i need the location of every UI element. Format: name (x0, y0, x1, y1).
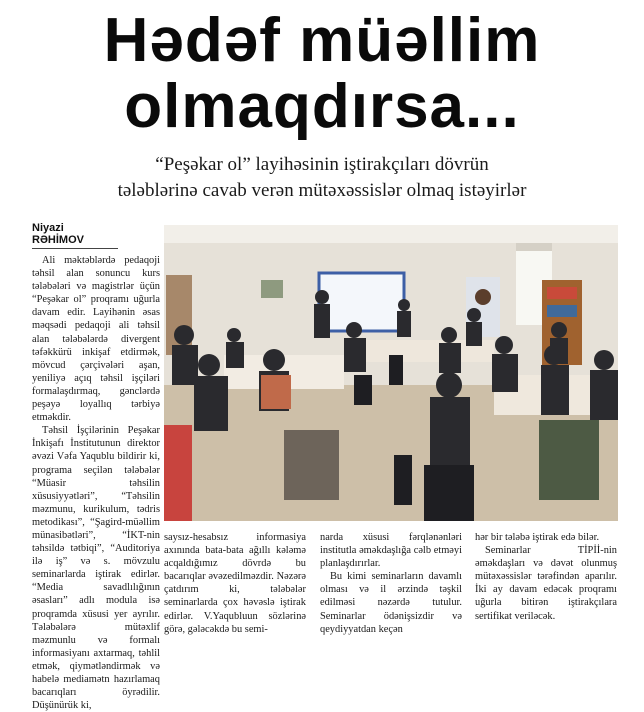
paragraph: hər bir tələbə iştirak edə bilər. (475, 532, 600, 543)
paragraph: Seminarlar TİPİİ-nin əməkdaşları və dəvət olunmuş mütəxəssislər tərəfindən aparılır. İki ay davam edəcək proqramı uğurla bitirən iştirakçılara sertifikat veriləcək. (475, 545, 617, 622)
article-column-4 (475, 531, 617, 623)
author-byline: Niyazi RƏHİMOV (32, 222, 118, 249)
headline-line-1: Hədəf müəllim (103, 6, 541, 75)
subtitle (0, 152, 644, 204)
article-column-1 (32, 254, 160, 712)
seminar-photo-illustration (164, 225, 618, 521)
article-column-3 (320, 531, 462, 636)
headline-line-2: olmaqdırsa... (124, 72, 520, 141)
article-column-2 (164, 531, 306, 636)
subtitle-line-1: “Peşəkar ol” layihəsinin iştirakçıları dövrün (155, 154, 489, 175)
paragraph: Təhsil İşçilərinin Peşəkar İnkişafı İnstitutunun direktor əvəzi Vəfa Yaqublu bildirir ki, programa seçilən tələbələr “Müasir təhsilin xüsusiyyətləri”, “Təhsilin məzmunu, kurikulum, tədris metodikası”, “Şagird-müəllim münasibətləri”, “İKT-nin təhsildə tətbiqi”, “Auditoriya ilə iş” və s. mövzulu seminarlarda iştirak edirlər. “Media savadlılığının əsasları” adlı modulа isə proqramda xüsusi yer ayrılır. Tələbələrə mütəxlif məzmunlu və formalı informasiyanı axtarmaq, təhlil etmək, qiymətləndirmək və habelə mediamətn hazırlamaq bacarıqları öyrədilir. Düşünürük ki, (32, 425, 160, 712)
paragraph: narda xüsusi fərqlənənləri institutla əməkdaşlığa cəlb etməyi planlaşdırırlar. (320, 532, 462, 570)
paragraph: saysız-hesabsız informasiya axınında bata-bata ağıllı kələmə acqaldığımız dövrdə bu bacarıqlar əvəzedilməzdir. Nəzərə çatdırım ki, tələbələr seminarlarda çox həvəslə iştirak edirlər. V.Yaqubluun sözlərinə görə, gələcəkdə bu semi- (164, 532, 306, 635)
subtitle-line-2: tələblərinə cavab verən mütəxəssislər olmaq istəyirlər (117, 180, 527, 201)
paragraph: Ali məktəblərdə pedaqoji təhsil alan sonuncu kurs tələbələri və magistrlər üçün “Peşəkar ol” proqramı uğurla davam edir. Layihənin əsas məqsədi pedaqoji ali təhsil alan tələbələrdə divergent təfəkkürü inkişaf etdirmək, mövcud çərçivələri aşan, yeniliyə açıq təhsil işçiləri formalaşdırmaq, gənclərdə peşəyə loyallıq tərbiyə etməkdir. (32, 255, 160, 424)
seminar-photo (164, 225, 618, 521)
paragraph: Bu kimi seminarların davamlı olması və il ərzində təşkil edilməsi nəzərdə tutulur. Seminarlar ödənişsizdir və qeydiyyatdan keçən (320, 571, 462, 635)
